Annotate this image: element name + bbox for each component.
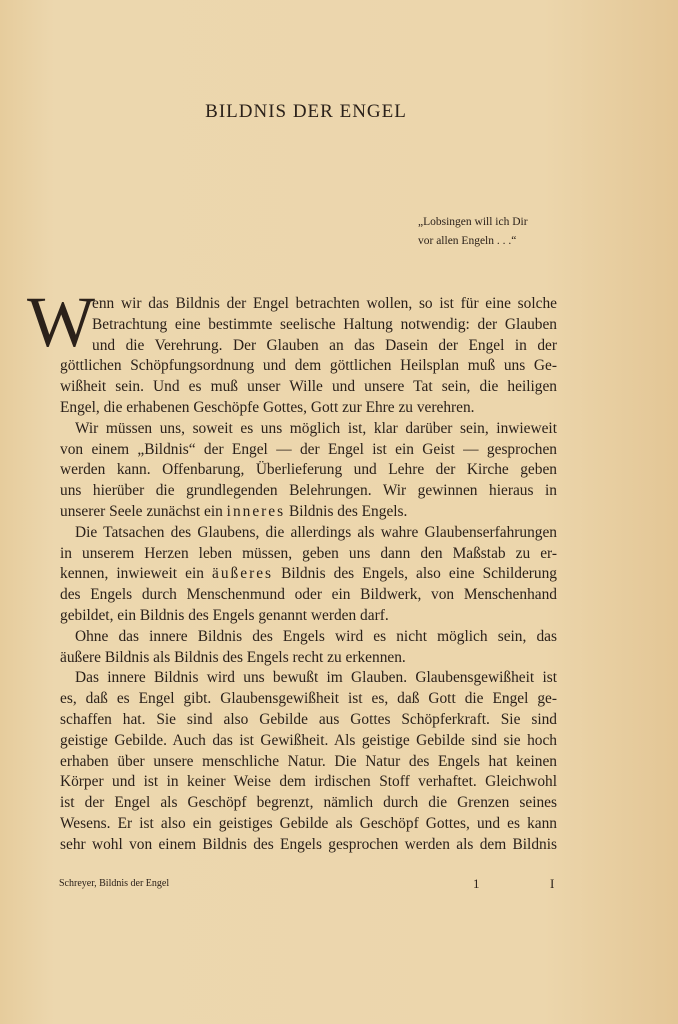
text-line: Die Tatsachen des Glaubens, die allerdings als wahre Glaubenserfahrungen xyxy=(75,523,557,541)
text-line: Wir müssen uns, soweit es uns möglich ist, klar darüber sein, inwieweit xyxy=(75,419,557,437)
text-line: Ohne das innere Bildnis des Engels wird es nicht möglich sein, das xyxy=(75,627,557,645)
page-footer xyxy=(59,876,557,892)
paragraph xyxy=(60,294,557,419)
text-line: unserer Seele zunächst ein inneres Bildnis des Engels. xyxy=(60,502,408,520)
text-line: geistige Gebilde. Auch das ist Gewißheit. Als geistige Gebilde sind sie hoch xyxy=(60,731,557,749)
text-line: des Engels durch Menschenmund oder ein Bildwerk, von Menschenhand xyxy=(60,586,557,604)
paragraph xyxy=(60,627,557,669)
text-line: Körper und ist in keiner Weise dem irdischen Stoff verhaftet. Gleichwohl xyxy=(60,773,557,791)
text-line: Betrachtung eine bestimmte seelische Haltung notwendig: der Glauben xyxy=(92,315,557,333)
epigraph-line: vor allen Engeln . . .“ xyxy=(418,235,517,247)
text-line: es, daß es Engel gibt. Glaubensgewißheit ist es, daß Gott die Engel ge- xyxy=(60,690,557,708)
text-line: gebildet, ein Bildnis des Engels genannt werden darf. xyxy=(60,606,389,624)
text-line: äußere Bildnis als Bildnis des Engels recht zu erkennen. xyxy=(60,648,406,666)
emphasized-word: äußeres xyxy=(212,565,274,583)
text-line: Wesens. Er ist also ein geistiges Gebilde als Geschöpf Gottes, und es kann xyxy=(60,814,557,832)
emphasized-word: inneres xyxy=(226,502,286,520)
text-line: ist der Engel als Geschöpf begrenzt, nämlich durch die Grenzen seines xyxy=(60,794,557,812)
text-line: wißheit sein. Und es muß unser Wille und unsere Tat sein, die heiligen xyxy=(60,378,557,396)
epigraph-line: „Lobsingen will ich Dir xyxy=(418,216,528,228)
text-line: göttlichen Schöpfungsordnung und dem göttlichen Heilsplan muß uns Ge- xyxy=(60,357,557,375)
page-number: 1 xyxy=(473,876,480,891)
epigraph xyxy=(418,213,568,251)
text-line: werden kann. Offenbarung, Überlieferung und Lehre der Kirche geben xyxy=(60,461,557,479)
paragraph xyxy=(60,668,557,855)
sheet-mark: I xyxy=(550,876,555,891)
footer-signature: Schreyer, Bildnis der Engel xyxy=(59,878,170,889)
text-line: Das innere Bildnis wird uns bewußt im Glauben. Glaubensgewißheit ist xyxy=(75,669,557,687)
text-line: erhaben über unsere menschliche Natur. Die Natur des Engels hat keinen xyxy=(60,752,557,770)
text-line: schaffen hat. Sie sind also Gebilde aus Gottes Schöpferkraft. Sie sind xyxy=(60,710,557,728)
text-line: und die Verehrung. Der Glauben an das Dasein der Engel in der xyxy=(92,336,557,354)
page-title: BILDNIS DER ENGEL xyxy=(205,100,407,122)
drop-cap: W xyxy=(27,282,95,362)
text-line: in unserem Herzen leben müssen, geben uns dann den Maßstab zu er- xyxy=(60,544,557,562)
text-line: enn wir das Bildnis der Engel betrachten wollen, so ist für eine solche xyxy=(92,295,557,312)
text-line: Engel, die erhabenen Geschöpfe Gottes, Gott zur Ehre zu verehren. xyxy=(60,398,475,416)
text-line: uns hierüber die grundlegenden Belehrungen. Wir gewinnen hieraus in xyxy=(60,482,557,500)
paragraph xyxy=(60,523,557,627)
text-line: von einem „Bildnis“ der Engel — der Engel ist ein Geist — gesprochen xyxy=(60,440,557,458)
text-line: sehr wohl von einem Bildnis des Engels gesprochen werden als dem Bildnis xyxy=(60,835,557,853)
text-line: kennen, inwieweit ein äußeres Bildnis des Engels, also eine Schilderung xyxy=(60,565,557,583)
paragraph xyxy=(60,419,557,523)
body-text xyxy=(27,282,557,856)
